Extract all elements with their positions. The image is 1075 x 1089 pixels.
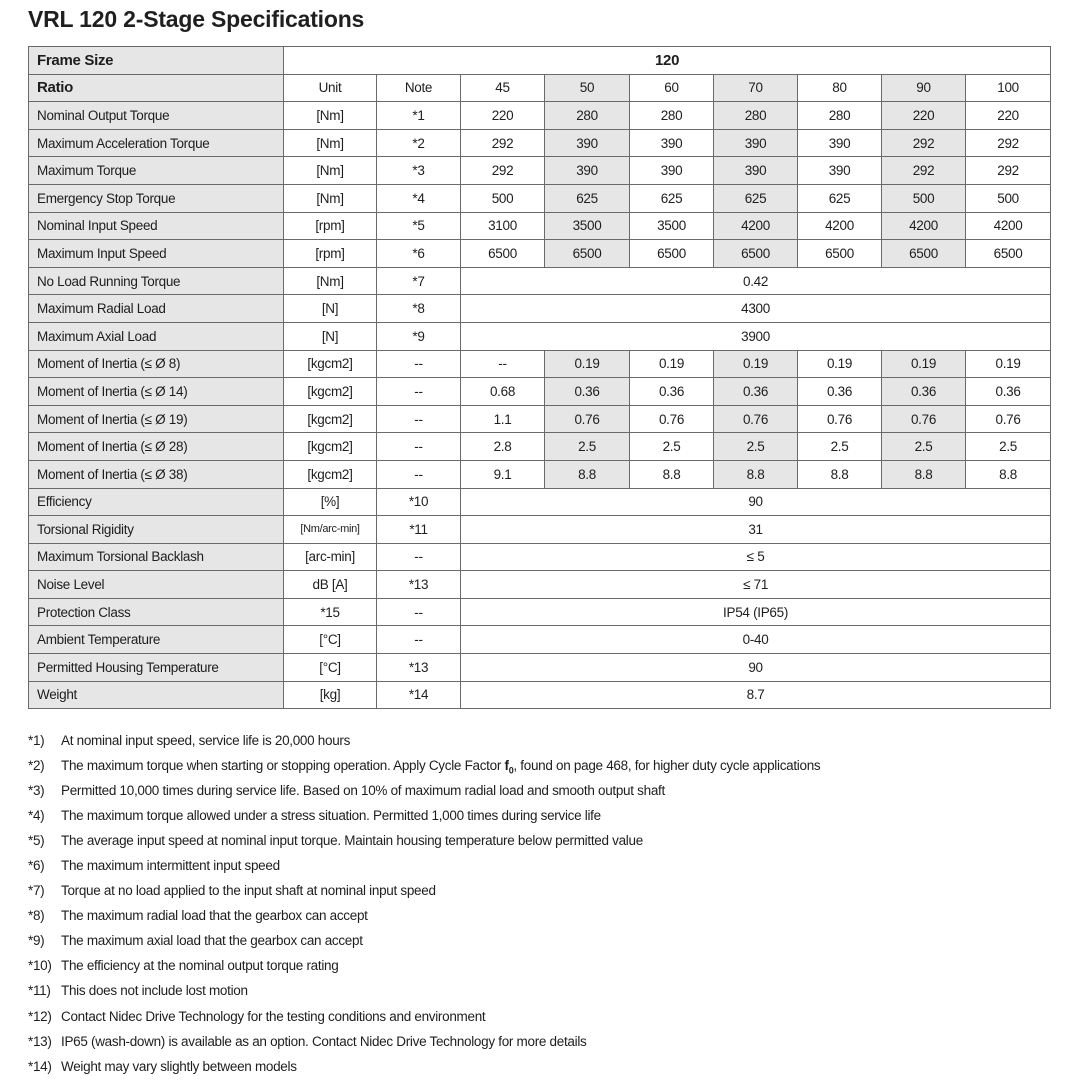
spec-name: Protection Class xyxy=(29,598,284,626)
spec-row xyxy=(29,102,1051,130)
spec-value: 3500 xyxy=(545,212,630,240)
ratio-row xyxy=(29,74,1051,102)
spec-unit: *15 xyxy=(284,598,377,626)
frame-size-row xyxy=(29,47,1051,75)
spec-value: 2.5 xyxy=(966,433,1051,461)
spec-value: 6500 xyxy=(882,240,966,268)
spec-value: 0.19 xyxy=(798,350,882,378)
spec-value: 390 xyxy=(630,157,714,185)
spec-unit: [Nm] xyxy=(284,267,377,295)
footnote-text xyxy=(61,758,821,776)
spec-name: Moment of Inertia (≤ Ø 14) xyxy=(29,378,284,406)
spec-value: 0.76 xyxy=(966,405,1051,433)
cycle-factor-letter: f xyxy=(504,758,509,774)
footnote-text: The maximum radial load that the gearbox can accept xyxy=(61,908,368,924)
spec-unit: [rpm] xyxy=(284,212,377,240)
spec-row xyxy=(29,129,1051,157)
spec-value: 0.19 xyxy=(882,350,966,378)
spec-row xyxy=(29,157,1051,185)
spec-value: 280 xyxy=(714,102,798,130)
footnote-text: The maximum torque allowed under a stress situation. Permitted 1,000 times during service life xyxy=(61,808,601,824)
spec-value: 625 xyxy=(798,184,882,212)
spec-row xyxy=(29,240,1051,268)
footnote-key: *2) xyxy=(28,758,45,774)
spec-value: 390 xyxy=(714,157,798,185)
spec-value: 0.76 xyxy=(545,405,630,433)
spec-value: 500 xyxy=(461,184,545,212)
footnote xyxy=(28,978,820,1003)
frame-size-label: Frame Size xyxy=(29,47,284,75)
spec-value: 2.5 xyxy=(714,433,798,461)
spec-value: 390 xyxy=(798,157,882,185)
spec-unit: [kgcm2] xyxy=(284,460,377,488)
spec-value: 0.19 xyxy=(630,350,714,378)
spec-value: 6500 xyxy=(798,240,882,268)
spec-unit: [Nm/arc-min] xyxy=(284,516,377,544)
spec-value: 292 xyxy=(461,157,545,185)
footnote-key: *6) xyxy=(28,858,45,874)
spec-value: 2.5 xyxy=(882,433,966,461)
spec-row xyxy=(29,405,1051,433)
ratio-value: 50 xyxy=(545,74,630,102)
ratio-value: 80 xyxy=(798,74,882,102)
footnotes-list xyxy=(28,728,820,1079)
spec-value: 1.1 xyxy=(461,405,545,433)
spec-value: 6500 xyxy=(966,240,1051,268)
spec-value: 390 xyxy=(798,129,882,157)
footnote-text: Weight may vary slightly between models xyxy=(61,1058,297,1074)
footnote-key: *5) xyxy=(28,833,45,849)
spec-note: -- xyxy=(377,598,461,626)
spec-value: 9.1 xyxy=(461,460,545,488)
footnote xyxy=(28,853,820,878)
footnote-key: *14) xyxy=(28,1058,52,1074)
spec-value: 8.8 xyxy=(798,460,882,488)
footnote xyxy=(28,903,820,928)
spec-name: Maximum Acceleration Torque xyxy=(29,129,284,157)
spec-value: 0.68 xyxy=(461,378,545,406)
spec-value: 6500 xyxy=(545,240,630,268)
footnote-text: The maximum intermittent input speed xyxy=(61,858,280,874)
spec-value: 8.8 xyxy=(966,460,1051,488)
footnote xyxy=(28,753,820,778)
spec-value: 0.36 xyxy=(714,378,798,406)
spec-row xyxy=(29,184,1051,212)
spec-value: 2.5 xyxy=(545,433,630,461)
spec-name: Maximum Input Speed xyxy=(29,240,284,268)
footnote xyxy=(28,953,820,978)
spec-value: 0.19 xyxy=(714,350,798,378)
spec-value: 292 xyxy=(966,129,1051,157)
spec-value: 390 xyxy=(714,129,798,157)
spec-note: *10 xyxy=(377,488,461,516)
footnote-key: *13) xyxy=(28,1033,52,1049)
spec-unit: [%] xyxy=(284,488,377,516)
spec-value: 625 xyxy=(545,184,630,212)
footnote-text: Torque at no load applied to the input shaft at nominal input speed xyxy=(61,883,436,899)
ratio-value: 70 xyxy=(714,74,798,102)
spec-name: Permitted Housing Temperature xyxy=(29,654,284,682)
spec-value: 0.19 xyxy=(545,350,630,378)
spec-name: Moment of Inertia (≤ Ø 38) xyxy=(29,460,284,488)
note-header: Note xyxy=(377,74,461,102)
spec-value: 500 xyxy=(966,184,1051,212)
spec-name: Maximum Radial Load xyxy=(29,295,284,323)
spec-name: Nominal Output Torque xyxy=(29,102,284,130)
spec-row xyxy=(29,295,1051,323)
spec-unit: [kg] xyxy=(284,681,377,709)
spec-note: -- xyxy=(377,460,461,488)
spec-value: 390 xyxy=(545,157,630,185)
spec-value: 280 xyxy=(630,102,714,130)
spec-row xyxy=(29,322,1051,350)
spec-value: 0.36 xyxy=(798,378,882,406)
spec-value: 625 xyxy=(630,184,714,212)
spec-unit: [kgcm2] xyxy=(284,405,377,433)
footnote-text: The efficiency at the nominal output torque rating xyxy=(61,958,339,974)
spec-value: 3900 xyxy=(461,322,1051,350)
spec-unit: [°C] xyxy=(284,626,377,654)
footnote-text: The maximum axial load that the gearbox can accept xyxy=(61,933,363,949)
spec-note: *4 xyxy=(377,184,461,212)
spec-note: -- xyxy=(377,626,461,654)
spec-note: -- xyxy=(377,433,461,461)
spec-name: No Load Running Torque xyxy=(29,267,284,295)
spec-name: Moment of Inertia (≤ Ø 28) xyxy=(29,433,284,461)
spec-value: 0.76 xyxy=(882,405,966,433)
footnote-key: *12) xyxy=(28,1008,52,1024)
spec-name: Ambient Temperature xyxy=(29,626,284,654)
spec-unit: [N] xyxy=(284,295,377,323)
spec-unit: [kgcm2] xyxy=(284,378,377,406)
spec-row xyxy=(29,516,1051,544)
ratio-value: 60 xyxy=(630,74,714,102)
footnote-key: *11) xyxy=(28,983,51,999)
spec-note: -- xyxy=(377,378,461,406)
unit-header: Unit xyxy=(284,74,377,102)
spec-value: 31 xyxy=(461,516,1051,544)
spec-value: 4200 xyxy=(882,212,966,240)
spec-value: 292 xyxy=(882,157,966,185)
footnote-key: *8) xyxy=(28,908,45,924)
spec-row xyxy=(29,543,1051,571)
footnote-text-part: , found on page 468, for higher duty cycle applications xyxy=(513,758,821,774)
spec-name: Maximum Axial Load xyxy=(29,322,284,350)
spec-value: 220 xyxy=(882,102,966,130)
spec-unit: [°C] xyxy=(284,654,377,682)
spec-value: 8.8 xyxy=(714,460,798,488)
spec-value: 0.36 xyxy=(630,378,714,406)
spec-note: -- xyxy=(377,405,461,433)
spec-value: 292 xyxy=(461,129,545,157)
spec-row xyxy=(29,267,1051,295)
spec-note: *11 xyxy=(377,516,461,544)
specifications-table xyxy=(28,46,1051,709)
footnote xyxy=(28,1029,820,1054)
spec-value: 0.19 xyxy=(966,350,1051,378)
footnote-text: At nominal input speed, service life is 20,000 hours xyxy=(61,733,351,748)
spec-value: 90 xyxy=(461,654,1051,682)
ratio-value: 45 xyxy=(461,74,545,102)
spec-value: 0.36 xyxy=(882,378,966,406)
spec-name: Torsional Rigidity xyxy=(29,516,284,544)
spec-note: *1 xyxy=(377,102,461,130)
spec-row xyxy=(29,460,1051,488)
spec-note: *5 xyxy=(377,212,461,240)
spec-value: 280 xyxy=(545,102,630,130)
footnote xyxy=(28,728,820,753)
spec-value: 220 xyxy=(461,102,545,130)
spec-value: 2.8 xyxy=(461,433,545,461)
spec-value: 0-40 xyxy=(461,626,1051,654)
spec-note: *2 xyxy=(377,129,461,157)
spec-note: -- xyxy=(377,543,461,571)
spec-value: 6500 xyxy=(714,240,798,268)
spec-name: Weight xyxy=(29,681,284,709)
spec-value: 292 xyxy=(882,129,966,157)
spec-note: -- xyxy=(377,350,461,378)
spec-value: 0.36 xyxy=(966,378,1051,406)
footnote xyxy=(28,1004,820,1029)
ratio-value: 90 xyxy=(882,74,966,102)
footnote xyxy=(28,1054,820,1079)
spec-unit: [Nm] xyxy=(284,157,377,185)
spec-name: Efficiency xyxy=(29,488,284,516)
spec-note: *3 xyxy=(377,157,461,185)
frame-size-value: 120 xyxy=(284,47,1051,75)
spec-value: 6500 xyxy=(630,240,714,268)
spec-value: 8.7 xyxy=(461,681,1051,709)
spec-row xyxy=(29,598,1051,626)
footnote-text: IP65 (wash-down) is available as an option. Contact Nidec Drive Technology for more details xyxy=(61,1033,587,1049)
spec-name: Maximum Torque xyxy=(29,157,284,185)
spec-value: 0.76 xyxy=(798,405,882,433)
spec-value: ≤ 5 xyxy=(461,543,1051,571)
spec-note: *13 xyxy=(377,654,461,682)
spec-value: 6500 xyxy=(461,240,545,268)
page-title: VRL 120 2-Stage Specifications xyxy=(28,6,365,32)
spec-unit: [Nm] xyxy=(284,102,377,130)
footnote-key: *10) xyxy=(28,958,52,974)
spec-row xyxy=(29,681,1051,709)
spec-value: 8.8 xyxy=(882,460,966,488)
spec-unit: [N] xyxy=(284,322,377,350)
spec-name: Moment of Inertia (≤ Ø 8) xyxy=(29,350,284,378)
spec-unit: [rpm] xyxy=(284,240,377,268)
spec-value: 390 xyxy=(545,129,630,157)
footnote-text: This does not include lost motion xyxy=(61,983,248,999)
spec-value: IP54 (IP65) xyxy=(461,598,1051,626)
spec-value: 292 xyxy=(966,157,1051,185)
spec-unit: [kgcm2] xyxy=(284,350,377,378)
spec-value: 280 xyxy=(798,102,882,130)
footnote xyxy=(28,828,820,853)
spec-value: 2.5 xyxy=(798,433,882,461)
spec-value: 0.36 xyxy=(545,378,630,406)
spec-row xyxy=(29,488,1051,516)
footnote-text: Permitted 10,000 times during service life. Based on 10% of maximum radial load and smooth output shaft xyxy=(61,783,665,799)
spec-note: *13 xyxy=(377,571,461,599)
spec-value: 0.76 xyxy=(714,405,798,433)
footnote-text: The average input speed at nominal input torque. Maintain housing temperature below permitted value xyxy=(61,833,643,849)
ratio-value: 100 xyxy=(966,74,1051,102)
spec-name: Noise Level xyxy=(29,571,284,599)
spec-value: 4200 xyxy=(798,212,882,240)
spec-value: 500 xyxy=(882,184,966,212)
spec-note: *6 xyxy=(377,240,461,268)
spec-value: 0.42 xyxy=(461,267,1051,295)
spec-value: 4300 xyxy=(461,295,1051,323)
spec-row xyxy=(29,626,1051,654)
footnote xyxy=(28,878,820,903)
footnote-key: *7) xyxy=(28,883,45,899)
spec-row xyxy=(29,378,1051,406)
footnote-key: *9) xyxy=(28,933,45,949)
spec-unit: [Nm] xyxy=(284,184,377,212)
spec-name: Maximum Torsional Backlash xyxy=(29,543,284,571)
spec-value: 4200 xyxy=(966,212,1051,240)
spec-value: 8.8 xyxy=(630,460,714,488)
footnote-key: *1) xyxy=(28,733,45,748)
footnote-text-part: The maximum torque when starting or stopping operation. Apply Cycle Factor xyxy=(61,758,505,774)
spec-value: 390 xyxy=(630,129,714,157)
spec-value: -- xyxy=(461,350,545,378)
spec-note: *8 xyxy=(377,295,461,323)
spec-row xyxy=(29,571,1051,599)
footnote-text: Contact Nidec Drive Technology for the testing conditions and environment xyxy=(61,1008,486,1024)
spec-name: Emergency Stop Torque xyxy=(29,184,284,212)
spec-note: *7 xyxy=(377,267,461,295)
spec-value: ≤ 71 xyxy=(461,571,1051,599)
footnote-key: *4) xyxy=(28,808,45,824)
spec-value: 625 xyxy=(714,184,798,212)
spec-row xyxy=(29,433,1051,461)
ratio-label: Ratio xyxy=(29,74,284,102)
spec-unit: [kgcm2] xyxy=(284,433,377,461)
spec-note: *9 xyxy=(377,322,461,350)
footnote-key: *3) xyxy=(28,783,45,799)
spec-value: 220 xyxy=(966,102,1051,130)
footnote xyxy=(28,803,820,828)
spec-value: 4200 xyxy=(714,212,798,240)
spec-unit: [arc-min] xyxy=(284,543,377,571)
cycle-factor-subscript: 0 xyxy=(508,765,514,776)
footnote xyxy=(28,778,820,803)
spec-value: 2.5 xyxy=(630,433,714,461)
spec-value: 8.8 xyxy=(545,460,630,488)
spec-note: *14 xyxy=(377,681,461,709)
spec-name: Moment of Inertia (≤ Ø 19) xyxy=(29,405,284,433)
spec-row xyxy=(29,350,1051,378)
spec-value: 3100 xyxy=(461,212,545,240)
spec-value: 90 xyxy=(461,488,1051,516)
spec-unit: [Nm] xyxy=(284,129,377,157)
spec-row xyxy=(29,212,1051,240)
spec-value: 0.76 xyxy=(630,405,714,433)
spec-row xyxy=(29,654,1051,682)
spec-unit: dB [A] xyxy=(284,571,377,599)
spec-name: Nominal Input Speed xyxy=(29,212,284,240)
footnote xyxy=(28,928,820,953)
spec-value: 3500 xyxy=(630,212,714,240)
